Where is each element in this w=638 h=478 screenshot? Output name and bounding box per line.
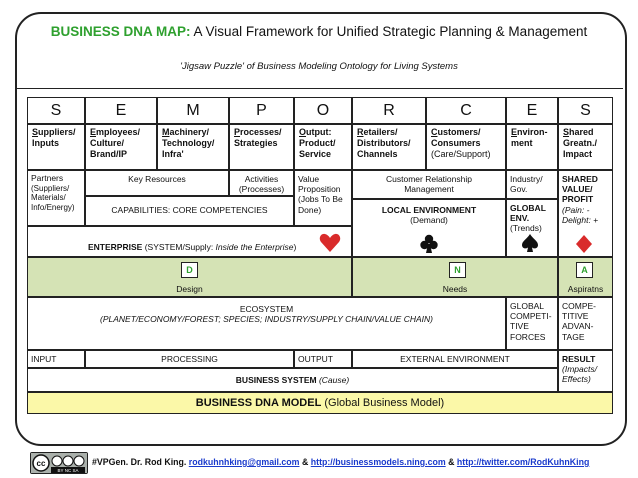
twitter-link[interactable]: http://twitter.com/RodKuhnKing: [456, 457, 590, 467]
design-box: D: [181, 262, 198, 278]
business-system-cell: BUSINESS SYSTEM (Cause): [27, 368, 558, 392]
header-processes: Processes/ Strategies: [229, 124, 294, 170]
input-cell: INPUT: [27, 350, 85, 368]
dna-model-banner: BUSINESS DNA MODEL (Global Business Model): [27, 392, 613, 414]
shared-value-cell: SHARED VALUE/ PROFIT (Pain: - Delight: +: [558, 170, 613, 257]
club-icon: [420, 234, 438, 254]
processing-cell: PROCESSING: [85, 350, 294, 368]
ning-link[interactable]: http://businessmodels.ning.com: [310, 457, 446, 467]
partners-cell: Partners (Suppliers/ Materials/ Info/Energy): [27, 170, 85, 226]
letter-r: R: [352, 97, 426, 124]
letter-s1: S: [27, 97, 85, 124]
letter-p: P: [229, 97, 294, 124]
letter-o: O: [294, 97, 352, 124]
cc-license-badge: [30, 452, 88, 474]
svg-text:cc: cc: [36, 459, 46, 468]
spade-icon: [521, 233, 539, 253]
title-accent: BUSINESS DNA MAP:: [50, 24, 191, 39]
enterprise-cell: ENTERPRISE (SYSTEM/Supply: Inside the Enterprise): [27, 226, 352, 257]
key-resources-cell: Key Resources: [85, 170, 229, 196]
output-cell: OUTPUT: [294, 350, 352, 368]
global-competitive-cell: GLOBAL COMPETI- TIVE FORCES: [506, 297, 558, 350]
heart-icon: [319, 233, 341, 253]
cc-icon: [31, 453, 87, 473]
header-retailers: Retailers/ Distributors/ Channels: [352, 124, 426, 170]
capabilities-cell: CAPABILITIES: CORE COMPETENCIES: [85, 196, 294, 226]
email-link[interactable]: rodkuhnhking@gmail.com: [188, 457, 300, 467]
cc-label: BY NC SA: [57, 468, 79, 473]
header-environment: Environ- ment: [506, 124, 558, 170]
header-machinery: Machinery/ Technology/ Infra': [157, 124, 229, 170]
competitive-advantage-cell: COMPE- TITIVE ADVAN- TAGE: [558, 297, 613, 350]
customer-rel-cell: Customer Relationship Management: [352, 170, 506, 199]
letter-e2: E: [506, 97, 558, 124]
page-subtitle: 'Jigsaw Puzzle' of Business Modeling Ontology for Living Systems: [180, 61, 458, 72]
global-env-cell: GLOBAL ENV. (Trends): [506, 199, 558, 257]
local-env-cell: LOCAL ENVIRONMENT (Demand): [352, 199, 506, 257]
header-employees: Employees/ Culture/ Brand/IP: [85, 124, 157, 170]
diamond-icon: [575, 234, 593, 254]
header-customers: Customers/ Consumers (Care/Support): [426, 124, 506, 170]
ecosystem-cell: ECOSYSTEM (PLANET/ECONOMY/FOREST; SPECIES; INDUSTRY/SUPPLY CHAIN/VALUE CHAIN): [27, 297, 506, 350]
header-shared: Shared Greatn./ Impact: [558, 124, 613, 170]
page-title: [0, 24, 638, 39]
needs-label: Needs: [442, 284, 468, 294]
letter-s2: S: [558, 97, 613, 124]
design-label: Design: [176, 284, 203, 294]
aspiratns-label: Aspiratns: [567, 284, 604, 294]
industry-cell: Industry/ Gov.: [506, 170, 558, 199]
header-suppliers: Suppliers/ Inputs: [27, 124, 85, 170]
needs-box: N: [449, 262, 466, 278]
activities-cell: Activities (Processes): [229, 170, 294, 196]
footer: #VPGen. Dr. Rod King. rodkuhnhking@gmail.com & http://businessmodels.ning.com & http://twitter.com/RodKuhnKing: [92, 457, 590, 467]
letter-m: M: [157, 97, 229, 124]
aspiratns-box: A: [576, 262, 593, 278]
external-env-cell: EXTERNAL ENVIRONMENT: [352, 350, 558, 368]
divider: [17, 88, 623, 89]
header-output: Output: Product/ Service: [294, 124, 352, 170]
value-prop-cell: Value Proposition (Jobs To Be Done): [294, 170, 352, 226]
result-cell: RESULT (Impacts/ Effects): [558, 350, 613, 392]
letter-c: C: [426, 97, 506, 124]
title-rest: A Visual Framework for Unified Strategic Planning & Management: [190, 24, 588, 39]
letter-e1: E: [85, 97, 157, 124]
